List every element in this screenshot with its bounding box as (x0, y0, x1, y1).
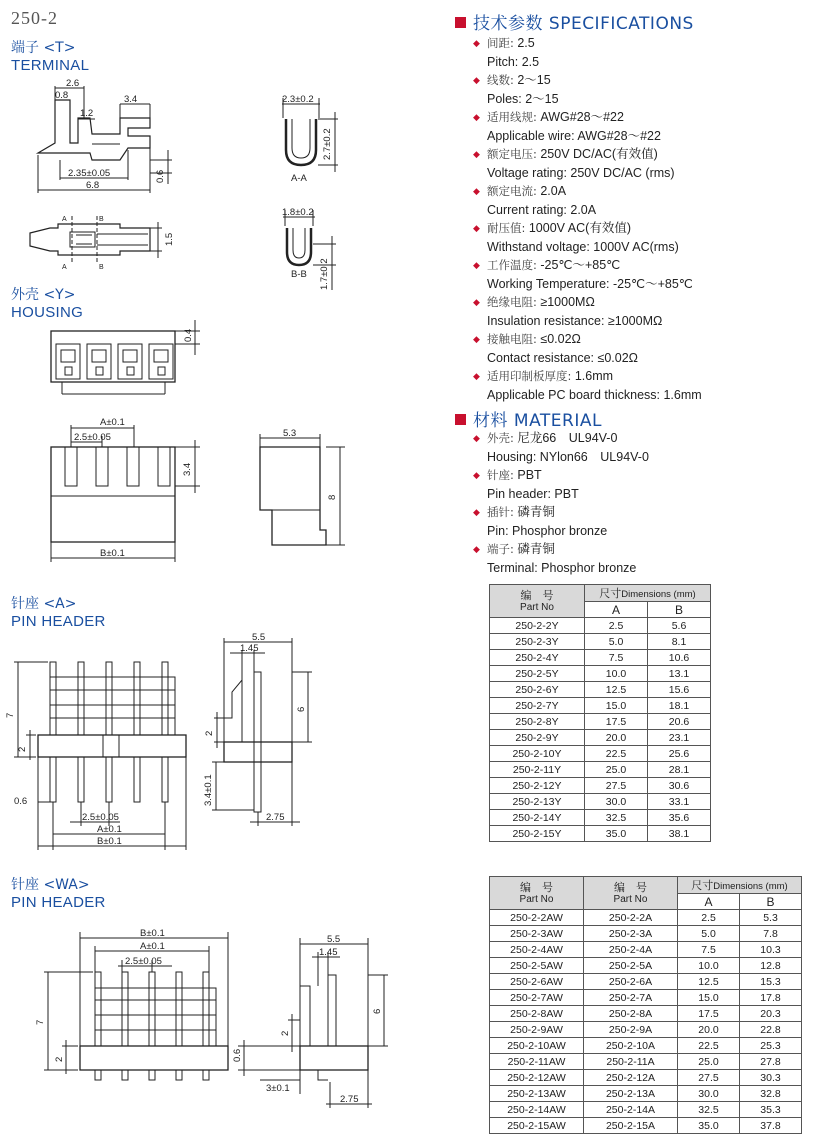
dim-text: 0.6 (14, 796, 28, 807)
spec-row-en: Pitch: 2.5 (487, 54, 540, 69)
spec-row-cn (473, 293, 817, 312)
table-cell: 250-2-13A (584, 1086, 678, 1102)
table-cell: 17.5 (585, 714, 648, 730)
table-cell: 32.8 (740, 1086, 802, 1102)
series-code: 250-2 (11, 8, 58, 28)
spec-value: 250V DC/AC(有效值) (540, 147, 658, 161)
table-cell: 250-2-15AW (490, 1118, 584, 1134)
dim-text: 3.4 (182, 462, 193, 476)
diamond-bullet-icon: ◆ (473, 38, 480, 48)
spec-label-cn: 耐压值: (487, 221, 526, 235)
dimensions-header-cn: 尺寸 (691, 879, 714, 892)
table-cell: 15.0 (585, 698, 648, 714)
spec-value: ≤0.02Ω (540, 332, 581, 346)
cut-label: B (99, 264, 104, 271)
spec-value: 1000V AC(有效值) (528, 221, 631, 235)
diamond-bullet-icon: ◆ (473, 334, 480, 344)
table-row (490, 974, 802, 990)
spec-label-cn: 外壳: (487, 431, 514, 445)
table-cell: 20.6 (648, 714, 711, 730)
table-row (490, 958, 802, 974)
table-cell: 17.8 (740, 990, 802, 1006)
table-cell: 250-2-13Y (490, 794, 585, 810)
part-table-y (489, 584, 711, 842)
dim-text: 0.8 (55, 90, 69, 101)
table-cell: 250-2-7A (584, 990, 678, 1006)
terminal-heading-cn: 端子 <T> (11, 40, 76, 56)
table-cell: 250-2-5Y (490, 666, 585, 682)
table-cell: 20.0 (585, 730, 648, 746)
specs-title-cn: 技术参数 (473, 14, 543, 34)
dim-text: 6 (296, 706, 307, 712)
table-cell: 15.3 (740, 974, 802, 990)
dim-text: 1.8±0.2 (282, 207, 314, 218)
spec-row-cn (473, 219, 817, 238)
table-cell: 22.5 (585, 746, 648, 762)
spec-label-cn: 插针: (487, 505, 514, 519)
table-row (490, 698, 711, 714)
dimensions-header-en: Dimensions (mm) (713, 881, 788, 892)
table-cell: 35.0 (585, 826, 648, 842)
spec-row-cn (473, 71, 817, 90)
dim-text: 3.4 (124, 94, 138, 105)
table-cell: 32.5 (585, 810, 648, 826)
table-cell: 250-2-12Y (490, 778, 585, 794)
table-cell: 25.6 (648, 746, 711, 762)
diamond-bullet-icon: ◆ (473, 433, 480, 443)
dim-text: 8 (327, 494, 338, 500)
table-cell: 10.0 (678, 958, 740, 974)
section-label: B-B (291, 269, 307, 280)
table-row (490, 826, 711, 842)
spec-row-en: Pin: Phosphor bronze (487, 523, 608, 538)
table-cell: 12.8 (740, 958, 802, 974)
spec-value: 1.6mm (574, 369, 614, 383)
dim-text: 3±0.1 (266, 1083, 290, 1094)
table-cell: 35.3 (740, 1102, 802, 1118)
spec-label-cn: 线数: (487, 73, 514, 87)
housing-top-drawing (51, 320, 200, 394)
pinheader-wa-side-drawing (238, 938, 388, 1108)
dim-text: 2 (17, 746, 28, 752)
table-cell: 30.0 (678, 1086, 740, 1102)
spec-row-cn (473, 466, 817, 485)
housing-heading-en: HOUSING (11, 304, 84, 321)
spec-row-cn (473, 429, 817, 448)
table-cell: 25.0 (678, 1054, 740, 1070)
table-row (490, 730, 711, 746)
diamond-bullet-icon: ◆ (473, 186, 480, 196)
cut-label: B (99, 216, 104, 223)
spec-label-cn: 额定电压: (487, 147, 537, 161)
table-cell: 2.5 (678, 910, 740, 926)
table-cell: 250-2-5AW (490, 958, 584, 974)
spec-row-cn (473, 540, 817, 559)
housing-side-drawing (260, 434, 345, 545)
spec-label-cn: 绝缘电阻: (487, 295, 537, 309)
dim-text: 5.3 (283, 428, 297, 439)
pinheader-a-heading-en: PIN HEADER (11, 613, 106, 630)
table-row (490, 1054, 802, 1070)
spec-value: 尼龙66 UL94V-0 (517, 431, 618, 445)
table-row (490, 746, 711, 762)
spec-value: 2.5 (517, 36, 535, 50)
table-row (490, 1118, 802, 1134)
dim-text: 2.3±0.2 (282, 94, 314, 105)
table-cell: 38.1 (648, 826, 711, 842)
spec-value: -25℃～+85℃ (540, 258, 621, 272)
table-cell: 250-2-4A (584, 942, 678, 958)
dim-text: 1.45 (240, 643, 259, 654)
dim-text: 2.35±0.05 (68, 168, 111, 179)
spec-row-cn (473, 34, 817, 53)
table-cell: 250-2-14Y (490, 810, 585, 826)
table-cell: 12.5 (585, 682, 648, 698)
dim-text: 1.45 (319, 947, 338, 958)
table-cell: 250-2-8A (584, 1006, 678, 1022)
table-row (490, 666, 711, 682)
spec-row-en: Voltage rating: 250V DC/AC (rms) (487, 165, 675, 180)
spec-value: 2～15 (517, 73, 551, 87)
table-cell: 250-2-6AW (490, 974, 584, 990)
table-cell: 25.3 (740, 1038, 802, 1054)
table-cell: 250-2-11A (584, 1054, 678, 1070)
diamond-bullet-icon: ◆ (473, 507, 480, 517)
table-cell: 250-2-4Y (490, 650, 585, 666)
spec-row-en: Housing: NYlon66 UL94V-0 (487, 449, 649, 464)
part-no-header (490, 877, 584, 910)
spec-row-en: Working Temperature: -25℃～+85℃ (487, 276, 693, 291)
cut-label: A (62, 264, 67, 271)
dim-text: 0.4 (183, 328, 194, 342)
table-cell: 15.0 (678, 990, 740, 1006)
pinheader-wa-heading-en: PIN HEADER (11, 894, 106, 911)
table-cell: 250-2-13AW (490, 1086, 584, 1102)
spec-row-cn (473, 503, 817, 522)
dim-text: 1.2 (80, 108, 94, 119)
table-cell: 22.5 (678, 1038, 740, 1054)
dim-text: 2.75 (266, 812, 285, 823)
spec-label-cn: 工作温度: (487, 258, 537, 272)
table-row (490, 926, 802, 942)
dim-text: 3.4±0.1 (203, 774, 214, 806)
table-cell: 5.6 (648, 618, 711, 634)
spec-row-en: Insulation resistance: ≥1000MΩ (487, 313, 663, 328)
diamond-bullet-icon: ◆ (473, 544, 480, 554)
table-row (490, 1006, 802, 1022)
col-b-header: B (648, 602, 711, 618)
dim-text: 2.7±0.2 (322, 128, 333, 160)
table-cell: 250-2-7Y (490, 698, 585, 714)
table-row (490, 714, 711, 730)
table-row (490, 682, 711, 698)
spec-value: AWG#28～#22 (540, 110, 624, 124)
table-cell: 250-2-3Y (490, 634, 585, 650)
table-cell: 33.1 (648, 794, 711, 810)
table-cell: 7.5 (678, 942, 740, 958)
table-cell: 10.3 (740, 942, 802, 958)
table-cell: 30.0 (585, 794, 648, 810)
table-cell: 2.5 (585, 618, 648, 634)
table-cell: 13.1 (648, 666, 711, 682)
table-cell: 250-2-10AW (490, 1038, 584, 1054)
diamond-bullet-icon: ◆ (473, 112, 480, 122)
col-b-header: B (740, 894, 802, 910)
diamond-bullet-icon: ◆ (473, 149, 480, 159)
table-row (490, 650, 711, 666)
table-cell: 25.0 (585, 762, 648, 778)
diamond-bullet-icon: ◆ (473, 260, 480, 270)
table-row (490, 778, 711, 794)
table-cell: 250-2-8AW (490, 1006, 584, 1022)
table-cell: 12.5 (678, 974, 740, 990)
spec-row-cn (473, 367, 817, 386)
table-cell: 250-2-15A (584, 1118, 678, 1134)
dim-text: 7 (5, 712, 16, 718)
table-cell: 250-2-2AW (490, 910, 584, 926)
bullet-square-icon (455, 414, 466, 425)
dim-text: 1.7±0.2 (319, 258, 330, 290)
dim-text: B±0.1 (140, 928, 165, 939)
table-cell: 15.6 (648, 682, 711, 698)
table-cell: 7.8 (740, 926, 802, 942)
dim-text: A±0.1 (97, 824, 122, 835)
spec-label-cn: 适用线规: (487, 110, 537, 124)
dim-text: 2.5±0.05 (74, 432, 111, 443)
table-cell: 250-2-8Y (490, 714, 585, 730)
table-cell: 250-2-11AW (490, 1054, 584, 1070)
dim-text: 6 (372, 1008, 383, 1014)
table-cell: 250-2-9AW (490, 1022, 584, 1038)
spec-value: PBT (517, 468, 542, 482)
diamond-bullet-icon: ◆ (473, 223, 480, 233)
table-cell: 250-2-7AW (490, 990, 584, 1006)
diamond-bullet-icon: ◆ (473, 297, 480, 307)
pinheader-wa-heading-cn: 针座 <WA> (11, 877, 90, 893)
spec-label-cn: 间距: (487, 36, 514, 50)
table-cell: 7.5 (585, 650, 648, 666)
diamond-bullet-icon: ◆ (473, 75, 480, 85)
spec-label-cn: 接触电阻: (487, 332, 537, 346)
table-row (490, 1070, 802, 1086)
diamond-bullet-icon: ◆ (473, 371, 480, 381)
table-cell: 250-2-14A (584, 1102, 678, 1118)
table-cell: 30.3 (740, 1070, 802, 1086)
part-no-header (490, 585, 585, 618)
dim-text: 2.75 (340, 1094, 359, 1105)
table-cell: 35.0 (678, 1118, 740, 1134)
part-table-wa (489, 876, 802, 1134)
dim-text: 7 (35, 1019, 46, 1025)
table-cell: 10.0 (585, 666, 648, 682)
table-cell: 250-2-9Y (490, 730, 585, 746)
part-no-header-en: Part No (520, 601, 554, 613)
spec-value: 2.0A (540, 184, 567, 198)
table-row (490, 794, 711, 810)
table-cell: 20.3 (740, 1006, 802, 1022)
table-cell: 5.0 (585, 634, 648, 650)
pinheader-a-heading-cn: 针座 <A> (11, 596, 77, 612)
table-cell: 27.5 (585, 778, 648, 794)
spec-row-cn (473, 108, 817, 127)
material-list (473, 429, 817, 577)
terminal-heading-en: TERMINAL (11, 57, 90, 74)
spec-row-cn (473, 256, 817, 275)
table-row (490, 762, 711, 778)
table-cell: 250-2-12A (584, 1070, 678, 1086)
spec-label-cn: 端子: (487, 542, 514, 556)
dim-text: A±0.1 (100, 417, 125, 428)
dimensions-header-en: Dimensions (mm) (621, 589, 696, 600)
specs-title-en: SPECIFICATIONS (548, 14, 694, 34)
table-cell: 27.8 (740, 1054, 802, 1070)
dimensions-header (678, 877, 802, 894)
table-row (490, 942, 802, 958)
table-cell: 35.6 (648, 810, 711, 826)
dimensions-header-cn: 尺寸 (599, 587, 622, 600)
dim-text: 2 (204, 730, 215, 736)
part-no-header-2 (584, 877, 678, 910)
dim-text: 2.5±0.05 (82, 812, 119, 823)
spec-row-en: Applicable wire: AWG#28～#22 (487, 128, 661, 143)
dim-text: B±0.1 (100, 548, 125, 559)
table-cell: 20.0 (678, 1022, 740, 1038)
part-no-header-cn: 编 号 (520, 588, 554, 602)
dim-text: 2.6 (66, 78, 80, 89)
spec-value: 磷青铜 (517, 505, 555, 519)
table-row (490, 1086, 802, 1102)
table-row (490, 1038, 802, 1054)
table-cell: 32.5 (678, 1102, 740, 1118)
dim-text: 5.5 (327, 934, 341, 945)
cut-label: A (62, 216, 67, 223)
spec-label-cn: 针座: (487, 468, 514, 482)
table-cell: 250-2-3A (584, 926, 678, 942)
table-cell: 10.6 (648, 650, 711, 666)
spec-row-cn (473, 182, 817, 201)
table-cell: 23.1 (648, 730, 711, 746)
table-row (490, 1022, 802, 1038)
table-row (490, 910, 802, 926)
table-cell: 17.5 (678, 1006, 740, 1022)
table-cell: 250-2-9A (584, 1022, 678, 1038)
table-cell: 5.0 (678, 926, 740, 942)
spec-label-cn: 适用印制板厚度: (487, 369, 572, 383)
table-cell: 5.3 (740, 910, 802, 926)
table-cell: 8.1 (648, 634, 711, 650)
dim-text: 1.5 (164, 232, 175, 246)
table-row (490, 1102, 802, 1118)
dim-text: A±0.1 (140, 941, 165, 952)
table-cell: 250-2-11Y (490, 762, 585, 778)
housing-front-drawing (51, 425, 200, 562)
table-cell: 27.5 (678, 1070, 740, 1086)
dim-text: 2 (54, 1056, 65, 1062)
table-cell: 250-2-12AW (490, 1070, 584, 1086)
table-cell: 250-2-5A (584, 958, 678, 974)
table-cell: 37.8 (740, 1118, 802, 1134)
specs-heading (455, 9, 694, 34)
spec-row-en: Poles: 2～15 (487, 91, 559, 106)
dim-text: 0.6 (232, 1048, 243, 1062)
dim-text: 0.6 (155, 169, 166, 183)
housing-heading-cn: 外壳 <Y> (11, 287, 76, 303)
table-cell: 250-2-10A (584, 1038, 678, 1054)
dim-text: 2.5±0.05 (125, 956, 162, 967)
diamond-bullet-icon: ◆ (473, 470, 480, 480)
table-cell: 250-2-15Y (490, 826, 585, 842)
dim-text: 5.5 (252, 632, 266, 643)
part-no-header-en: Part No (613, 893, 648, 905)
bullet-square-icon (455, 17, 466, 28)
table-cell: 22.8 (740, 1022, 802, 1038)
part-no-header-cn: 编 号 (520, 880, 553, 894)
spec-label-cn: 额定电流: (487, 184, 537, 198)
part-no-header-cn: 编 号 (614, 880, 647, 894)
spec-row-en: Applicable PC board thickness: 1.6mm (487, 387, 702, 402)
dim-text: 6.8 (86, 180, 100, 191)
table-cell: 250-2-3AW (490, 926, 584, 942)
dimensions-header (585, 585, 711, 602)
table-cell: 28.1 (648, 762, 711, 778)
section-label: A-A (291, 173, 307, 184)
pinheader-wa-front-drawing (44, 932, 228, 1080)
table-cell: 30.6 (648, 778, 711, 794)
spec-row-en: Current rating: 2.0A (487, 202, 597, 217)
table-cell: 250-2-6Y (490, 682, 585, 698)
dim-text: 2 (280, 1030, 291, 1036)
table-cell: 250-2-2Y (490, 618, 585, 634)
spec-row-en: Pin header: PBT (487, 486, 579, 501)
spec-row-cn (473, 145, 817, 164)
table-cell: 250-2-14AW (490, 1102, 584, 1118)
table-cell: 250-2-2A (584, 910, 678, 926)
col-a-header: A (678, 894, 740, 910)
spec-row-cn (473, 330, 817, 349)
terminal-bottom-drawing (30, 216, 162, 264)
part-no-header-en: Part No (519, 893, 554, 905)
table-cell: 250-2-4AW (490, 942, 584, 958)
spec-value: ≥1000MΩ (540, 295, 595, 309)
material-title-cn: 材料 (473, 411, 508, 431)
spec-row-en: Contact resistance: ≤0.02Ω (487, 350, 639, 365)
spec-row-en: Terminal: Phosphor bronze (487, 560, 637, 575)
table-cell: 18.1 (648, 698, 711, 714)
spec-row-en: Withstand voltage: 1000V AC(rms) (487, 239, 679, 254)
material-heading (455, 406, 602, 431)
table-row (490, 618, 711, 634)
spec-value: 磷青铜 (517, 542, 555, 556)
table-row (490, 990, 802, 1006)
table-row (490, 810, 711, 826)
specs-list (473, 34, 817, 404)
table-cell: 250-2-10Y (490, 746, 585, 762)
dim-text: B±0.1 (97, 836, 122, 847)
col-a-header: A (585, 602, 648, 618)
table-row (490, 634, 711, 650)
material-title-en: MATERIAL (513, 411, 602, 431)
table-cell: 250-2-6A (584, 974, 678, 990)
pinheader-a-side-drawing (212, 638, 312, 826)
